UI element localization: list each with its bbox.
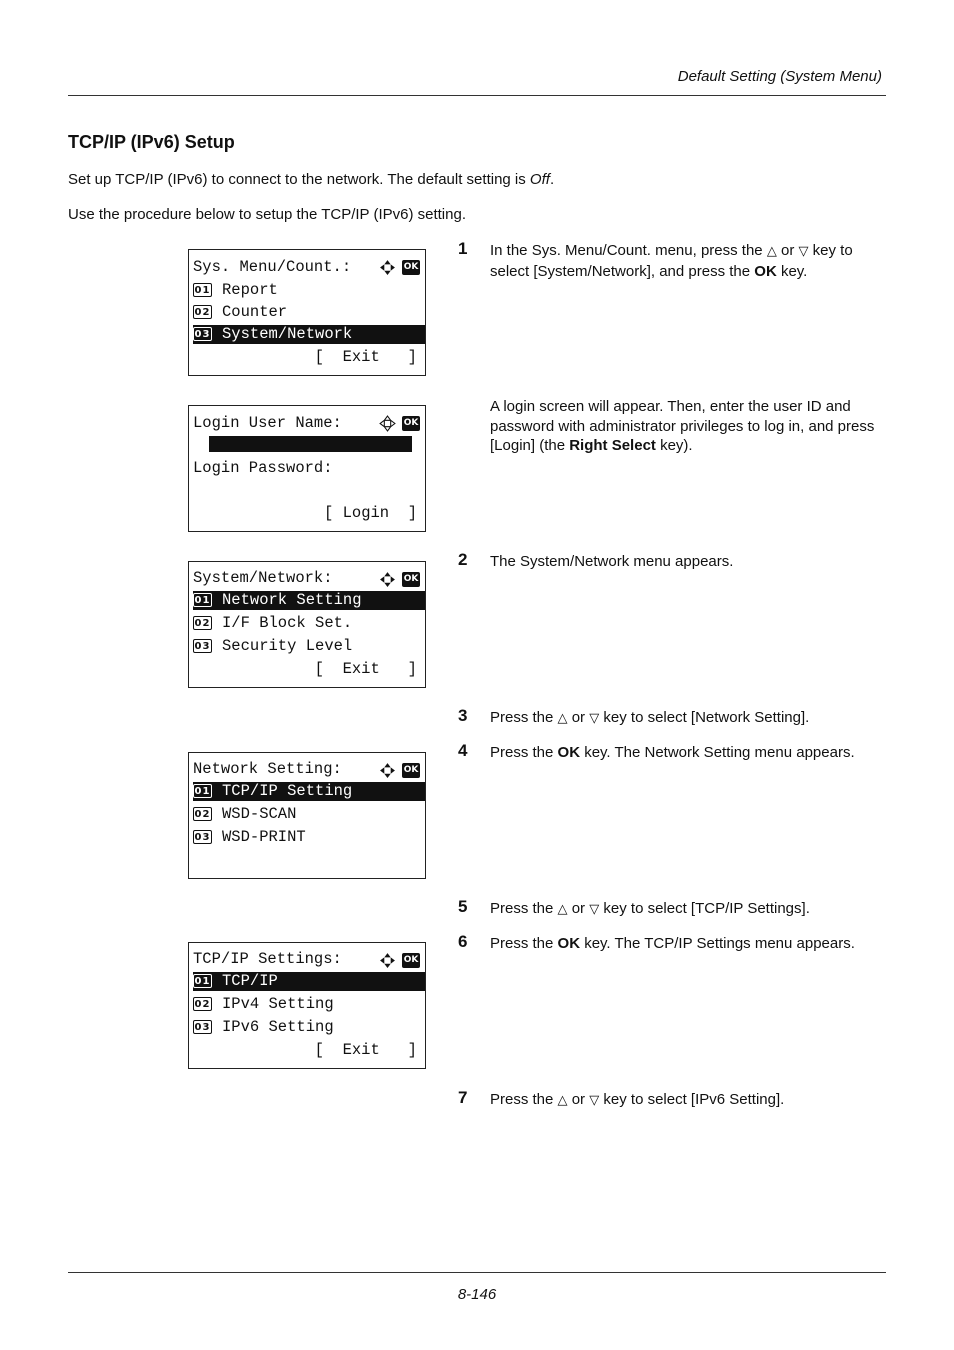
lcd-icons <box>379 259 420 275</box>
step-text-7 <box>490 1090 886 1111</box>
item-number-badge: 02 <box>194 809 211 820</box>
lcd-title: TCP/IP Settings: <box>193 950 342 968</box>
login-password-label: Login Password: <box>193 459 333 477</box>
step-text-4 <box>490 743 886 763</box>
login-note <box>490 397 886 456</box>
item-number-badge: 03 <box>194 641 211 652</box>
page-header-title: Default Setting (System Menu) <box>677 68 882 85</box>
menu-item-label: IPv6 Setting <box>222 1018 334 1036</box>
lcd-login-screen <box>188 405 426 532</box>
lcd-title: Sys. Menu/Count.: <box>193 258 352 276</box>
arrow-keys-icon <box>379 952 396 969</box>
up-key-icon: △ <box>557 711 568 726</box>
login-softkey[interactable]: [ Login ] <box>323 504 417 522</box>
down-key-icon: ▽ <box>798 244 809 259</box>
step-text: Press the <box>490 744 558 761</box>
intro-text: Set up TCP/IP (IPv6) to connect to the network. The default setting is <box>68 171 530 188</box>
menu-item-label: WSD-PRINT <box>222 828 306 846</box>
up-key-icon: △ <box>766 244 777 259</box>
step-number-7: 7 <box>458 1088 468 1107</box>
ok-key-label: OK <box>557 744 581 761</box>
step-text: Press the <box>490 935 558 952</box>
item-number-badge: 03 <box>194 832 211 843</box>
lcd-sysmenu-screen <box>188 249 426 376</box>
lcd-system-network-screen <box>188 561 426 688</box>
lcd-title: Network Setting: <box>193 760 342 778</box>
step-text-1 <box>490 241 886 281</box>
menu-item-tcpip-setting[interactable] <box>193 782 425 801</box>
lcd-icons <box>379 762 420 778</box>
step-text: or <box>776 242 799 259</box>
exit-softkey[interactable]: [ Exit ] <box>314 1041 417 1059</box>
up-key-icon: △ <box>557 1093 568 1108</box>
footer-rule <box>68 1272 886 1273</box>
arrow-keys-icon <box>379 415 396 432</box>
menu-item-system-network[interactable] <box>193 325 425 344</box>
arrow-keys-icon <box>379 571 396 588</box>
item-number-badge: 03 <box>194 329 211 340</box>
step-text: key. The TCP/IP Settings menu appears. <box>580 935 855 952</box>
menu-item-tcpip[interactable] <box>193 972 425 991</box>
step-text-3 <box>490 708 886 729</box>
step-text: or <box>567 709 590 726</box>
menu-item-network-setting[interactable] <box>193 591 425 610</box>
ok-key-label: OK <box>557 935 581 952</box>
step-number-4: 4 <box>458 741 468 760</box>
step-text: or <box>567 900 590 917</box>
menu-item-ipv6-setting[interactable] <box>193 1018 425 1037</box>
step-text: key to select [TCP/IP Settings]. <box>599 900 810 917</box>
default-value: Off <box>529 171 550 188</box>
step-text: Press the <box>490 709 558 726</box>
item-number-badge: 01 <box>194 786 211 797</box>
step-text-5 <box>490 899 886 920</box>
ok-key-icon: OK <box>402 572 420 587</box>
lcd-icons <box>379 952 420 968</box>
menu-item-label: WSD-SCAN <box>222 805 297 823</box>
ok-key-label: OK <box>754 262 777 280</box>
step-text: key). <box>655 437 693 454</box>
step-number-2: 2 <box>458 550 468 569</box>
arrow-keys-icon <box>379 762 396 779</box>
step-text: A login screen will appear. Then, enter the user ID and password with administrator privileges to log in, and press [Login] (the <box>490 398 875 454</box>
ok-key-icon: OK <box>402 260 420 275</box>
item-number-badge: 02 <box>194 618 211 629</box>
page-number: 8-146 <box>457 1286 497 1303</box>
step-text: key to select [System/Network], and press the <box>490 242 853 280</box>
lcd-icons <box>379 571 420 587</box>
item-number-badge: 02 <box>194 307 211 318</box>
menu-item-if-block-set[interactable] <box>193 614 425 633</box>
lcd-title: System/Network: <box>193 569 333 587</box>
intro-paragraph-2: Use the procedure below to setup the TCP/IP (IPv6) setting. <box>68 206 466 223</box>
item-number-badge: 01 <box>194 285 211 296</box>
menu-item-label: IPv4 Setting <box>222 995 334 1013</box>
item-number-badge: 01 <box>194 595 211 606</box>
step-text: In the Sys. Menu/Count. menu, press the <box>490 242 767 259</box>
item-number-badge: 01 <box>194 976 211 987</box>
menu-item-wsd-print[interactable] <box>193 828 425 847</box>
exit-softkey[interactable]: [ Exit ] <box>314 348 417 366</box>
right-select-key-label: Right Select <box>569 437 656 454</box>
item-number-badge: 02 <box>194 999 211 1010</box>
menu-item-label: Report <box>222 281 278 299</box>
lcd-icons <box>379 415 420 431</box>
menu-item-label: TCP/IP Setting <box>222 782 353 800</box>
step-text-2: The System/Network menu appears. <box>490 553 734 570</box>
intro-paragraph-1 <box>68 171 554 188</box>
menu-item-label: Counter <box>222 303 288 321</box>
step-text: or <box>567 1091 590 1108</box>
menu-item-ipv4-setting[interactable] <box>193 995 425 1014</box>
menu-item-wsd-scan[interactable] <box>193 805 425 824</box>
step-text-6 <box>490 934 886 954</box>
step-number-1: 1 <box>458 239 468 258</box>
item-number-badge: 03 <box>194 1022 211 1033</box>
lcd-tcpip-settings-screen <box>188 942 426 1069</box>
login-user-name-label: Login User Name: <box>193 414 342 432</box>
step-text: key to select [IPv6 Setting]. <box>599 1091 785 1108</box>
menu-item-label: I/F Block Set. <box>222 614 353 632</box>
step-text: key to select [Network Setting]. <box>599 709 810 726</box>
login-user-name-input[interactable] <box>209 436 412 452</box>
down-key-icon: ▽ <box>589 711 600 726</box>
menu-item-label: System/Network <box>222 325 353 343</box>
intro-period: . <box>549 171 555 188</box>
menu-item-label: Security Level <box>222 637 353 655</box>
lcd-network-setting-screen <box>188 752 426 879</box>
step-number-3: 3 <box>458 706 468 725</box>
section-title: TCP/IP (IPv6) Setup <box>68 132 235 152</box>
menu-item-counter[interactable] <box>193 303 425 322</box>
arrow-keys-icon <box>379 259 396 276</box>
down-key-icon: ▽ <box>589 1093 600 1108</box>
down-key-icon: ▽ <box>589 902 600 917</box>
step-text: key. The Network Setting menu appears. <box>580 744 855 761</box>
menu-item-security-level[interactable] <box>193 637 425 656</box>
menu-item-report[interactable] <box>193 281 425 300</box>
header-rule <box>68 95 886 96</box>
ok-key-icon: OK <box>402 416 420 431</box>
menu-item-label: Network Setting <box>222 591 362 609</box>
ok-key-icon: OK <box>402 953 420 968</box>
step-number-5: 5 <box>458 897 468 916</box>
menu-item-label: TCP/IP <box>222 972 278 990</box>
up-key-icon: △ <box>557 902 568 917</box>
ok-key-icon: OK <box>402 763 420 778</box>
step-text: key. <box>776 262 808 280</box>
step-text: Press the <box>490 900 558 917</box>
step-text: Press the <box>490 1091 558 1108</box>
step-number-6: 6 <box>458 932 468 951</box>
exit-softkey[interactable]: [ Exit ] <box>314 660 417 678</box>
